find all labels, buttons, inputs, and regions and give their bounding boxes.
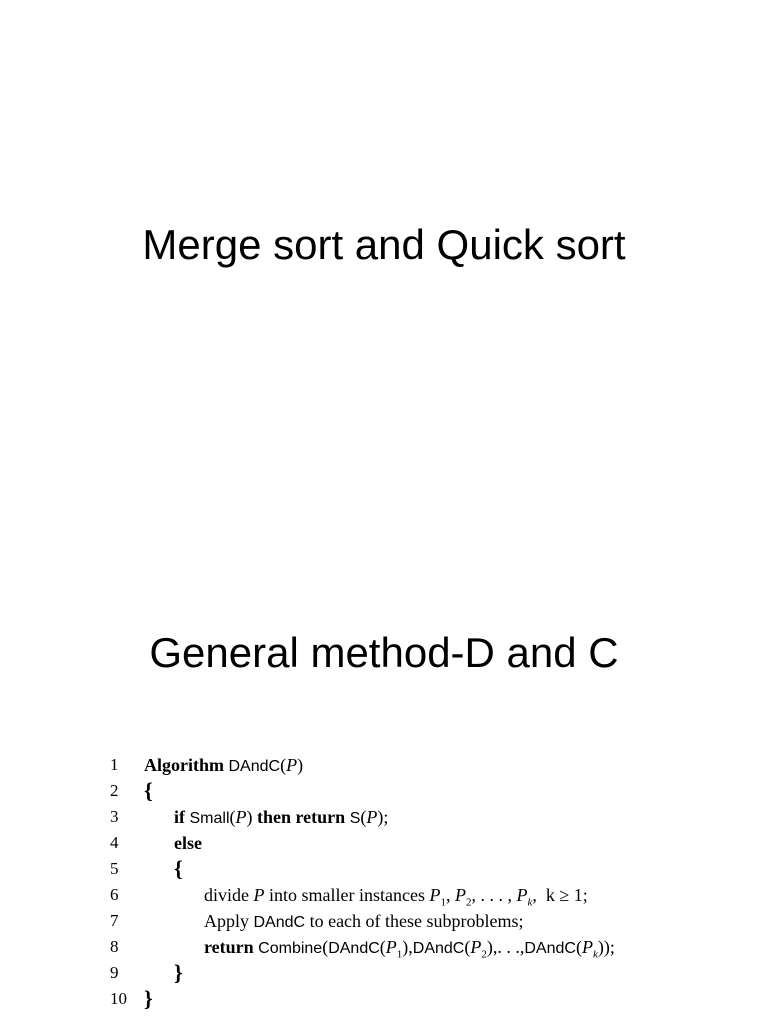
line-number: 1 [110, 755, 119, 774]
code-line-2 [108, 778, 628, 804]
line-number: 5 [110, 859, 119, 878]
code-line-4 [108, 830, 628, 856]
code-text: Apply DAndC to each of these subproblems; [204, 911, 524, 931]
code-line-1 [108, 752, 628, 778]
code-text: divide P into smaller instances $P_1$, $P_2$, . . . , $P_k$, k ≥ 1; [204, 885, 588, 909]
code-line-6 [108, 882, 628, 908]
close-brace: } [174, 960, 183, 985]
slide-title: Merge sort and Quick sort [142, 221, 626, 268]
line-number: 6 [110, 885, 119, 904]
code-line-8 [108, 934, 628, 960]
line-number: 9 [110, 963, 119, 982]
line-number: 4 [110, 833, 119, 852]
slide-title: General method-D and C [149, 629, 619, 676]
slide-general-method [0, 512, 768, 1024]
code-line-9 [108, 960, 628, 986]
close-brace: } [144, 986, 153, 1011]
code-line-5 [108, 856, 628, 882]
open-brace: { [174, 856, 183, 881]
code-text: if Small(P) then return S(P); [174, 807, 389, 827]
line-number: 10 [110, 989, 127, 1008]
code-line-10 [108, 986, 628, 1012]
line-number: 7 [110, 911, 119, 930]
open-brace: { [144, 778, 153, 803]
code-line-3 [108, 804, 628, 830]
line-number: 8 [110, 937, 119, 956]
code-text: else [174, 833, 202, 853]
algorithm-listing [108, 752, 628, 1012]
code-text: Algorithm DAndC(P) [144, 755, 304, 775]
code-line-7 [108, 908, 628, 934]
line-number: 2 [110, 781, 119, 800]
line-number: 3 [110, 807, 119, 826]
code-text: return $Combine(DAndC(P_1),DAndC(P_2)$,. . $.,DAndC(P_k)$); [204, 937, 615, 961]
